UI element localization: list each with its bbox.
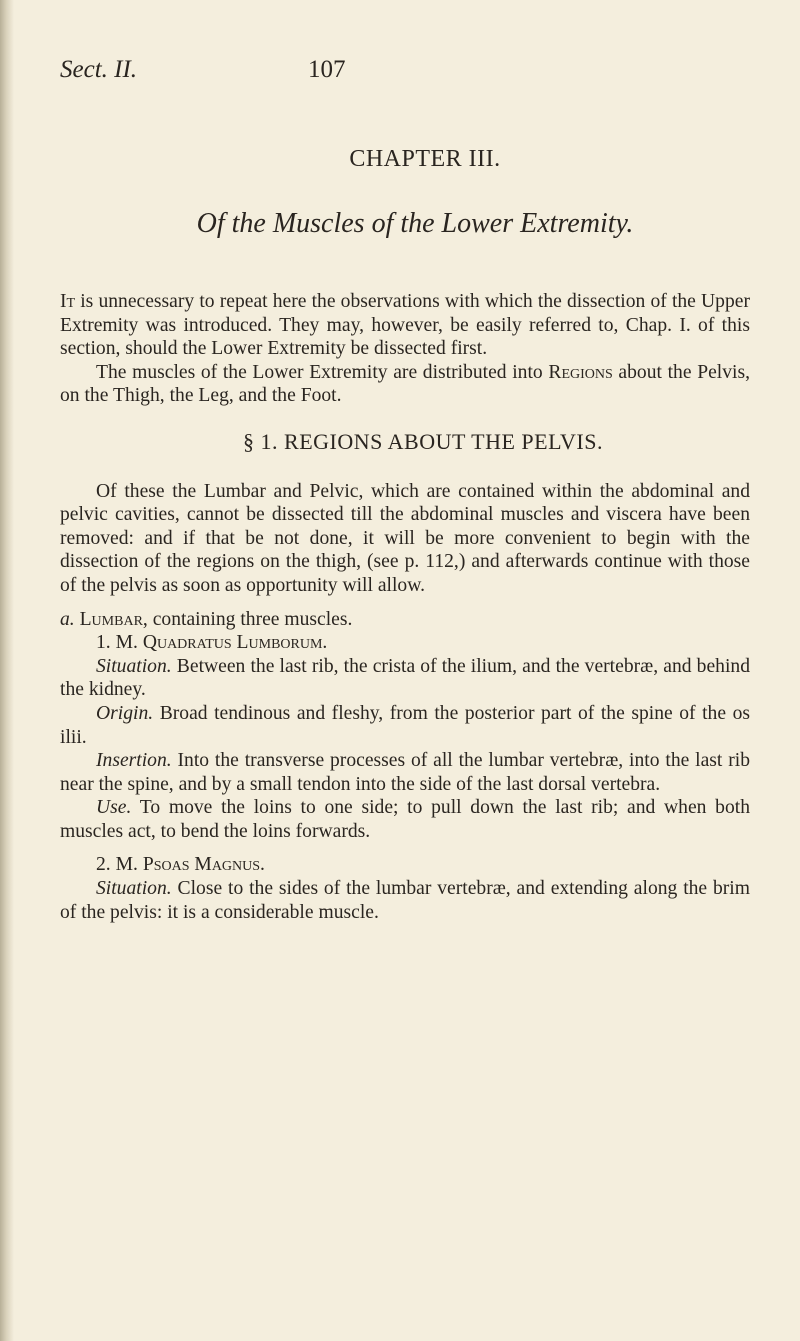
muscle-2-situation: [60, 877, 750, 924]
muscle-1-title: 1. M. Quadratus Lumborum.: [96, 632, 328, 654]
region-letter: a.: [60, 608, 80, 630]
use-text: To move the loins to one side; to pull down the last rib; and when both muscles act, to bend the loins forwards.: [60, 797, 750, 842]
muscle-2-title: 2. M. Psoas Magnus.: [96, 854, 265, 876]
situation-text: Close to the sides of the lumbar vertebræ, and extending along the brim of the pelvis: it is a considerable muscle.: [60, 878, 750, 923]
page-number: 107: [308, 56, 346, 83]
section-paragraph: Of these the Lumbar and Pelvic, which are contained within the abdominal and pelvic cavities, cannot be dissected till the abdominal muscles and viscera have been removed: and if that be not done, it will be more convenient to begin with the dissection of the regions on the thigh, (see p. 112,) and afterwards continue with those of the pelvis as soon as opportunity will allow.: [60, 480, 750, 596]
running-header: [60, 56, 750, 96]
muscle-1-use: [60, 796, 750, 843]
region-description: , containing three muscles.: [142, 608, 353, 630]
muscle-1-origin: [60, 702, 750, 749]
regions-term: Regions: [548, 361, 613, 383]
intro-paragraph-2: [60, 361, 750, 408]
lumbar-region-heading: [60, 608, 750, 632]
section-label: Sect. II.: [60, 56, 138, 83]
muscle-1-situation: [60, 655, 750, 702]
origin-label: Origin.: [96, 702, 154, 724]
intro-p2-before: The muscles of the Lower Extremity are distributed into: [96, 361, 549, 383]
intro-p2-after: about the Pelvis, on the Thigh, the Leg, and the Foot.: [60, 361, 750, 407]
intro-paragraph-1-text: is unnecessary to repeat here the observations with which the dissection of the Upper Extremity was introduced. They may, however, be easily referred to, Chap. I. of this section, should the Lower Extremity be dissected first.: [60, 291, 750, 360]
situation-text: Between the last rib, the crista of the ilium, and the vertebræ, and behind the kidney.: [60, 655, 750, 701]
page-gutter-shadow: [0, 0, 14, 1341]
chapter-subtitle: Of the Muscles of the Lower Extremity.: [196, 208, 634, 239]
intro-paragraph-1: [60, 290, 750, 361]
muscle-1-insertion: [60, 749, 750, 796]
section-heading: § 1. REGIONS ABOUT THE PELVIS.: [243, 428, 603, 454]
body-text: [60, 290, 750, 924]
situation-label: Situation.: [96, 878, 172, 900]
use-label: Use.: [96, 797, 132, 819]
situation-label: Situation.: [96, 655, 172, 677]
origin-text: Broad tendinous and fleshy, from the posterior part of the spine of the os ilii.: [60, 702, 750, 748]
insertion-text: Into the transverse processes of all the lumbar vertebræ, into the last rib near the spine, and by a small tendon into the side of the last dorsal vertebra.: [60, 750, 750, 795]
region-name: Lumbar: [79, 608, 143, 630]
chapter-title: CHAPTER III.: [349, 146, 501, 172]
drop-word: It: [60, 291, 76, 312]
insertion-label: Insertion.: [96, 750, 172, 772]
